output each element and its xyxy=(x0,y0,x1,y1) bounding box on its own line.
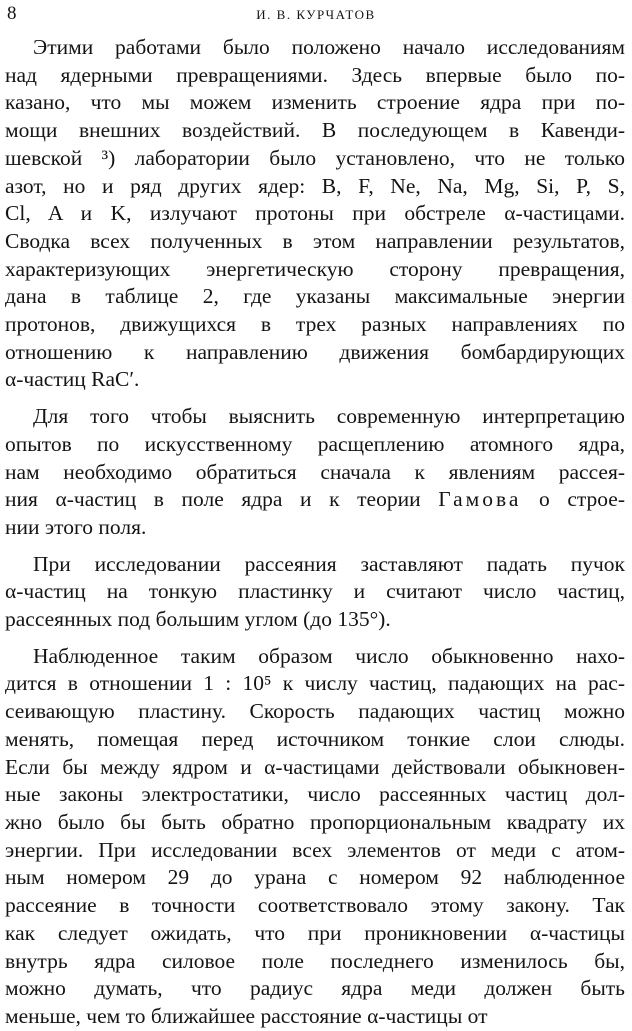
text-line: протонов, движущихся в трех разных направлениях по xyxy=(5,312,625,337)
text-line: шевской ³) лаборатории было установлено, что не только xyxy=(5,145,625,170)
text-line: α-частиц RaC′. xyxy=(5,367,140,392)
text-line: казано, что мы можем изменить строение ядра при по- xyxy=(5,90,625,115)
text-line: ния α-частиц в поле ядра и к теории Гамова о строе- xyxy=(5,487,625,512)
text-line: дится в отношении 1 : 10⁵ к числу частиц, падающих на рас- xyxy=(5,671,625,696)
text-line: сеивающую пластину. Скорость падающих частиц можно xyxy=(5,699,625,724)
paragraph-1 xyxy=(5,34,625,394)
text-line: При исследовании рассеяния заставляют падать пучок xyxy=(33,551,625,576)
text-line: ным номером 29 до урана с номером 92 наблюденное xyxy=(5,865,625,890)
text-line: Для того чтобы выяснить современную интерпретацию xyxy=(33,404,625,429)
spaced-surname: Гамова xyxy=(438,487,522,512)
text-line: Этими работами было положено начало исследованиям xyxy=(33,35,625,59)
text-line: Наблюденное таким образом число обыкновенно нахо- xyxy=(33,643,625,668)
text-line: можно думать, что радиус ядра меди должен быть xyxy=(5,976,625,1001)
text-line: дана в таблице 2, где указаны максимальные энергии xyxy=(5,284,625,309)
text-line: отношению к направлению движения бомбардирующих xyxy=(5,339,625,364)
body-text xyxy=(5,34,625,1031)
text-line: жно было бы быть обратно пропорциональным квадрату их xyxy=(5,809,625,834)
text-line: мощи внешних воздействий. В последующем в Кавенди- xyxy=(5,118,625,143)
text-line: опытов по искусственному расщеплению атомного ядра, xyxy=(5,431,625,456)
text-line: над ядерными превращениями. Здесь впервые было по- xyxy=(5,62,625,87)
text-line: ные законы электростатики, число рассеянных частиц дол- xyxy=(5,782,625,807)
text-line: энергии. При исследовании всех элементов от меди с атом- xyxy=(5,837,625,862)
text-line: Сводка всех полученных в этом направлении результатов, xyxy=(5,228,625,253)
text-line: Если бы между ядром и α-частицами действовали обыкновен- xyxy=(5,754,625,779)
text-line: нии этого поля. xyxy=(5,514,147,539)
paragraph-2 xyxy=(5,403,625,542)
text-line: Cl, A и K, излучают протоны при обстреле α-частицами. xyxy=(5,201,625,226)
text-line: нам необходимо обратиться сначала к явлениям рассея- xyxy=(5,459,625,484)
text-line: характеризующих энергетическую сторону превращения, xyxy=(5,256,625,281)
text-line: α-частиц на тонкую пластинку и считают число частиц, xyxy=(5,579,625,604)
text-line: рассеяние в точности соответствовало этому закону. Так xyxy=(5,893,625,918)
header-author: И. В. КУРЧАТОВ xyxy=(256,7,376,22)
text-line: внутрь ядра силовое поле последнего изменилось бы, xyxy=(5,948,625,973)
page-number: 8 xyxy=(7,3,17,24)
text-line: рассеянных под большим углом (до 135°). xyxy=(5,607,391,632)
paragraph-3 xyxy=(5,551,625,634)
text-line: меньше, чем то ближайшее расстояние α-частицы от xyxy=(5,1003,488,1028)
text-line: менять, помещая перед источником тонкие слои слюды. xyxy=(5,726,625,751)
text-line: как следует ожидать, что при проникновении α-частицы xyxy=(5,920,625,945)
paragraph-4 xyxy=(5,643,625,1031)
running-head xyxy=(7,2,625,26)
text-line: азот, но и ряд других ядер: B, F, Ne, Na, Mg, Si, P, S, xyxy=(5,173,625,198)
